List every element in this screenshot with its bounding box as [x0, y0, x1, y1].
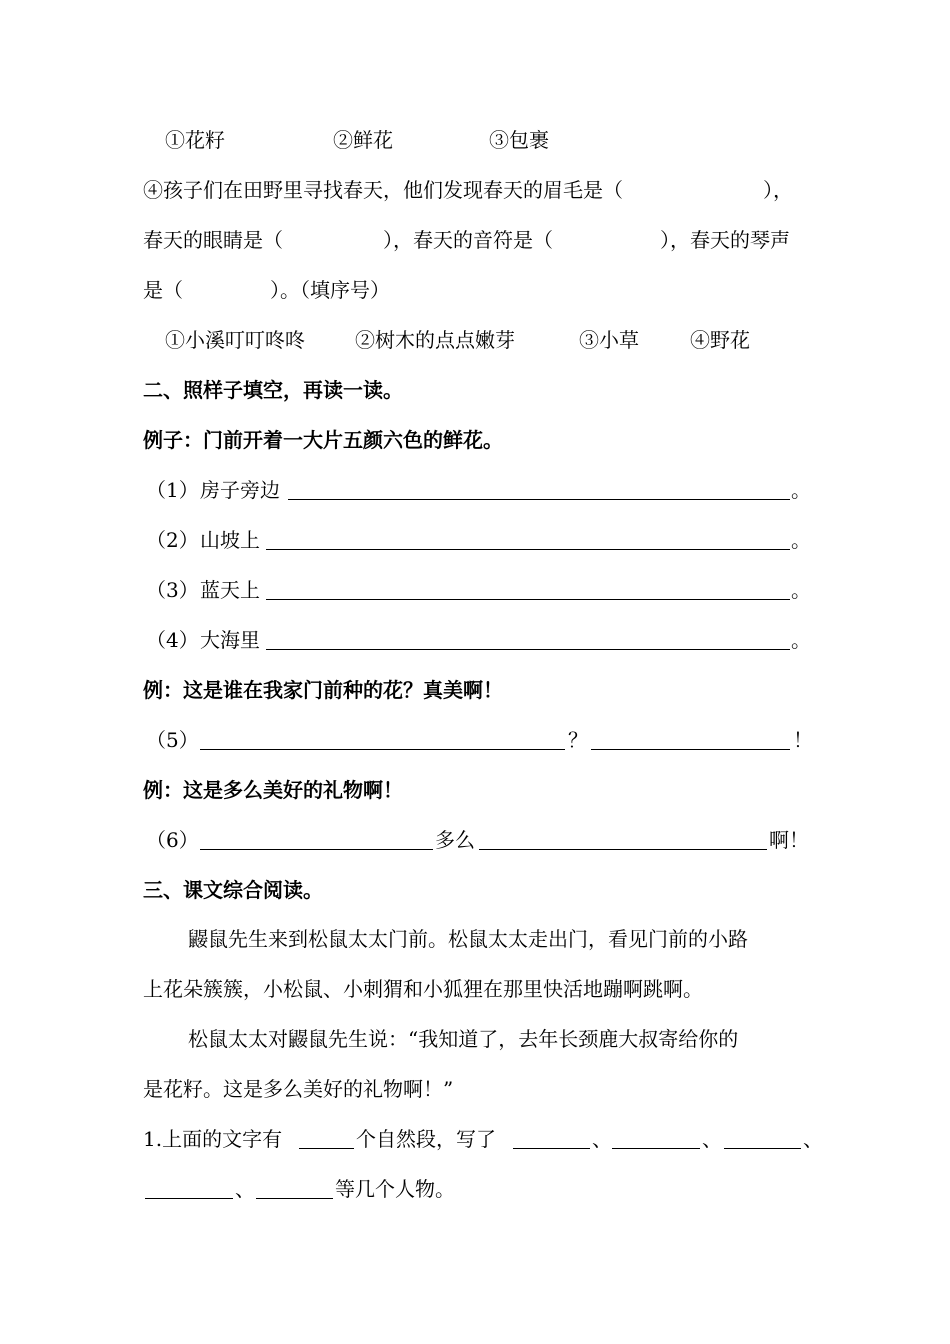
- passage-text: 是花籽。这是多么美好的礼物啊！”: [143, 1077, 454, 1101]
- period-mark: 。: [791, 578, 811, 602]
- answer-blank[interactable]: [612, 1122, 700, 1149]
- fill-item-3: [0, 573, 950, 607]
- answer-blank[interactable]: [724, 1122, 801, 1149]
- section-3-heading-text: 三、课文综合阅读。: [143, 878, 323, 902]
- fill-item-1: [0, 473, 950, 507]
- question-text: 个自然段，写了: [356, 1127, 496, 1151]
- passage-text: 上花朵簇簇，小松鼠、小刺猬和小狐狸在那里快活地蹦啊跳啊。: [143, 977, 703, 1001]
- q4-line-3: [0, 273, 950, 307]
- example-3: [0, 773, 950, 807]
- answer-blank[interactable]: [479, 823, 767, 850]
- passage-text: 鼹鼠先生来到松鼠太太门前。松鼠太太走出门，看见门前的小路: [188, 927, 748, 951]
- passage-line: [0, 972, 950, 1006]
- answer-blank[interactable]: [288, 473, 790, 500]
- item-end-text: 啊！: [769, 828, 809, 852]
- item-prompt: 房子旁边: [200, 478, 280, 502]
- previous-options-row: [0, 123, 950, 157]
- passage-text: 松鼠太太对鼹鼠先生说：“我知道了，去年长颈鹿大叔寄给你的: [188, 1027, 739, 1051]
- item-number: （5）: [146, 728, 199, 752]
- fill-item-2: [0, 523, 950, 557]
- fill-item-5: [0, 723, 950, 757]
- option-2: ②鲜花: [333, 128, 393, 152]
- section-2-heading: [0, 373, 950, 407]
- question-1-line-2: [0, 1172, 950, 1206]
- answer-blank[interactable]: [591, 723, 790, 750]
- answer-blank[interactable]: [200, 823, 433, 850]
- section-2-heading-text: 二、照样子填空，再读一读。: [143, 378, 403, 402]
- separator: 、: [702, 1127, 722, 1151]
- answer-blank[interactable]: [145, 1172, 233, 1199]
- item-number: （1）: [146, 478, 199, 502]
- q4-option: ①小溪叮叮咚咚: [165, 328, 305, 352]
- answer-blank[interactable]: [200, 723, 565, 750]
- q4-text: ④孩子们在田野里寻找春天，他们发现春天的眉毛是（: [143, 178, 623, 202]
- q4-text: ），春天的音符是（: [383, 228, 553, 252]
- passage-line: [0, 922, 950, 956]
- item-prompt: 大海里: [200, 628, 260, 652]
- separator: 、: [803, 1127, 823, 1151]
- item-middle-text: 多么: [435, 828, 475, 852]
- q4-line-1: [0, 173, 950, 207]
- answer-blank[interactable]: [513, 1122, 590, 1149]
- q4-text: 春天的眼睛是（: [143, 228, 283, 252]
- item-prompt: 蓝天上: [200, 578, 260, 602]
- q4-text: ），春天的琴声: [660, 228, 790, 252]
- fill-item-6: [0, 823, 950, 857]
- q4-text: ），: [763, 178, 793, 202]
- q4-text: 是（: [143, 278, 183, 302]
- period-mark: 。: [791, 528, 811, 552]
- question-text: 等几个人物。: [335, 1177, 455, 1201]
- item-number: （4）: [146, 628, 199, 652]
- answer-blank[interactable]: [266, 523, 790, 550]
- q4-option: ③小草: [579, 328, 639, 352]
- answer-blank[interactable]: [256, 1172, 333, 1199]
- answer-blank[interactable]: [266, 573, 790, 600]
- option-1: ①花籽: [165, 128, 225, 152]
- exclamation-mark: ！: [793, 728, 813, 752]
- q4-text: ）。（填序号）: [270, 278, 390, 302]
- passage-line: [0, 1022, 950, 1056]
- example-2: [0, 673, 950, 707]
- question-1-line-1: [0, 1122, 950, 1156]
- answer-blank[interactable]: [266, 623, 790, 650]
- separator: 、: [235, 1177, 255, 1201]
- period-mark: 。: [791, 478, 811, 502]
- fill-item-4: [0, 623, 950, 657]
- question-mark: ？: [568, 728, 588, 752]
- q4-option: ②树木的点点嫩芽: [355, 328, 515, 352]
- item-number: （6）: [146, 828, 199, 852]
- period-mark: 。: [791, 628, 811, 652]
- q4-option: ④野花: [690, 328, 750, 352]
- question-text: 1.上面的文字有: [143, 1127, 283, 1151]
- q4-options-row: [0, 323, 950, 357]
- example-1: [0, 423, 950, 457]
- answer-blank[interactable]: [299, 1122, 354, 1149]
- q4-line-2: [0, 223, 950, 257]
- section-3-heading: [0, 873, 950, 907]
- passage-line: [0, 1072, 950, 1106]
- separator: 、: [592, 1127, 612, 1151]
- item-number: （2）: [146, 528, 199, 552]
- option-3: ③包裹: [489, 128, 549, 152]
- example-3-text: 例：这是多么美好的礼物啊！: [143, 778, 403, 802]
- item-number: （3）: [146, 578, 199, 602]
- example-2-text: 例：这是谁在我家门前种的花？真美啊！: [143, 678, 503, 702]
- example-1-text: 例子：门前开着一大片五颜六色的鲜花。: [143, 428, 503, 452]
- item-prompt: 山坡上: [200, 528, 260, 552]
